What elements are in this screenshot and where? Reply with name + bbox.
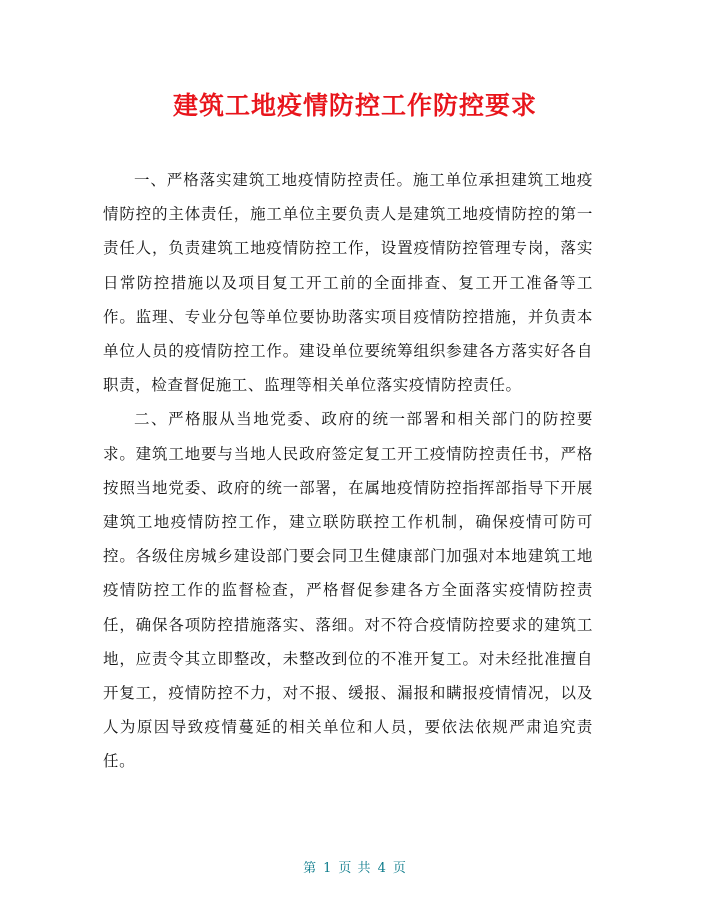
page-label-suffix: 页	[392, 861, 407, 876]
document-body	[103, 163, 593, 779]
page-label-prefix: 第	[303, 861, 318, 876]
paragraph-1: 一、严格落实建筑工地疫情防控责任。施工单位承担建筑工地疫情防控的主体责任，施工单位主要负责人是建筑工地疫情防控的第一责任人，负责建筑工地疫情防控工作，设置疫情防控管理专岗，落实日常防控措施以及项目复工开工前的全面排查、复工开工准备等工作。监理、专业分包等单位要协助落实项目疫情防控措施，并负责本单位人员的疫情防控工作。建设单位要统筹组织参建各方落实好各自职责，检查督促施工、监理等相关单位落实疫情防控责任。	[103, 171, 593, 395]
current-page-number: 1	[323, 861, 333, 876]
page-footer	[0, 857, 710, 876]
document-title: 建筑工地疫情防控工作防控要求	[172, 91, 537, 120]
page-label-mid: 页 共	[338, 861, 372, 876]
paragraph-2: 二、严格服从当地党委、政府的统一部署和相关部门的防控要求。建筑工地要与当地人民政府签定复工开工疫情防控责任书，严格按照当地党委、政府的统一部署，在属地疫情防控指挥部指导下开展建筑工地疫情防控工作，建立联防联控工作机制，确保疫情可防可控。各级住房城乡建设部门要会同卫生健康部门加强对本地建筑工地疫情防控工作的监督检查，严格督促参建各方全面落实疫情防控责任，确保各项防控措施落实、落细。对不符合疫情防控要求的建筑工地，应责令其立即整改，未整改到位的不准开复工。对未经批准擅自开复工，疫情防控不力，对不报、缓报、漏报和瞒报疫情情况，以及人为原因导致疫情蔓延的相关单位和人员，要依法依规严肃追究责任。	[103, 410, 593, 771]
total-pages-number: 4	[377, 861, 387, 876]
